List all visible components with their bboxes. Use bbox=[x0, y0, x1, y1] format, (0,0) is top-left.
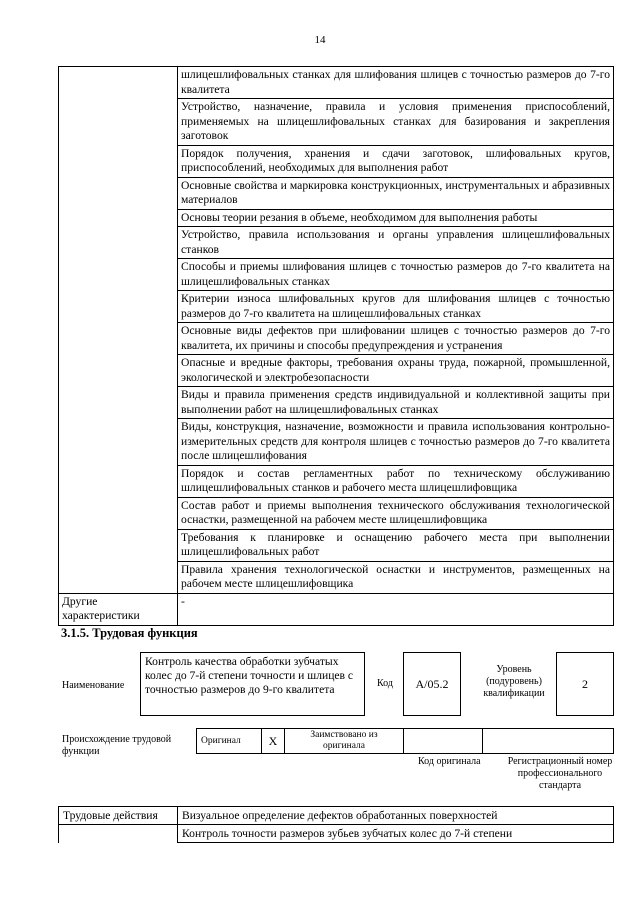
requirement-row bbox=[59, 67, 614, 99]
requirement-text: шлицешлифовальных станках для шлифования шлицев с точностью размеров до 7-го квалитета bbox=[178, 67, 614, 99]
code-original-label: Код оригинала bbox=[418, 756, 481, 767]
requirement-text: Устройство, назначение, правила и условия применения приспособлений, применяемых на шлицешлифовальных станках для базирования и закрепления заготовок bbox=[178, 99, 614, 146]
requirement-text: Порядок получения, хранения и сдачи заготовок, шлифовальных кругов, приспособлений, необходимых для выполнения работ bbox=[178, 145, 614, 177]
actions-table bbox=[58, 806, 614, 843]
code-label: Код bbox=[377, 678, 393, 689]
function-name-box: Контроль качества обработки зубчатых колес до 7-й степени точности и шлицев с точностью размеров до 9-го квалитета bbox=[140, 652, 365, 716]
original-mark: X bbox=[262, 729, 285, 754]
requirement-text: Требования к планировке и оснащению рабочего места при выполнении шлицешлифовальных работ bbox=[178, 529, 614, 561]
requirement-text: Правила хранения технологической оснастки и инструментов, размещенных на рабочем месте шлицешлифовщика bbox=[178, 561, 614, 593]
actions-label: Трудовые действия bbox=[59, 807, 178, 825]
original-cell: Оригинал bbox=[197, 729, 262, 754]
function-code-box: A/05.2 bbox=[403, 652, 461, 716]
qualification-level-box: 2 bbox=[556, 652, 614, 716]
reg-number-label: Регистрационный номер профессионального стандарта bbox=[507, 756, 613, 791]
reg-number-cell bbox=[483, 729, 614, 754]
requirement-text: Способы и приемы шлифования шлицев с точностью размеров до 7-го квалитета на шлицешлифовальных станках bbox=[178, 259, 614, 291]
requirement-text: Основные свойства и маркировка конструкционных, инструментальных и абразивных материалов bbox=[178, 177, 614, 209]
origin-label: Происхождение трудовой функции bbox=[62, 734, 172, 757]
page-number: 14 bbox=[314, 34, 326, 46]
requirement-text: Виды, конструкция, назначение, возможности и правила использования контрольно-измерительных средств для контроля шлицев с точностью размеров до 7-го квалитета после шлицешлифования bbox=[178, 419, 614, 466]
level-label: Уровень (подуровень) квалификации bbox=[483, 664, 545, 699]
requirement-text: Опасные и вредные факторы, требования охраны труда, пожарной, промышленной, экологической и электробезопасности bbox=[178, 355, 614, 387]
actions-label-cont bbox=[59, 825, 178, 843]
requirement-text: Устройство, правила использования и органы управления шлицешлифовальных станков bbox=[178, 227, 614, 259]
other-characteristics-row bbox=[59, 593, 614, 625]
requirement-text: Виды и правила применения средств индивидуальной и коллективной защиты при выполнении работ на шлицешлифовальных станках bbox=[178, 387, 614, 419]
requirement-text: Основы теории резания в объеме, необходимом для выполнения работы bbox=[178, 209, 614, 227]
requirement-text: Порядок и состав регламентных работ по техническому обслуживанию шлицешлифовальных станков и рабочего места шлицешлифовщика bbox=[178, 465, 614, 497]
requirements-table bbox=[58, 66, 614, 626]
other-characteristics-label: Другие характеристики bbox=[59, 593, 178, 625]
requirement-text: Критерии износа шлифовальных кругов для шлифования шлицев с точностью размеров до 7-го квалитета на шлицешлифовальных станках bbox=[178, 291, 614, 323]
code-original-cell bbox=[404, 729, 483, 754]
action-item: Визуальное определение дефектов обработанных поверхностей bbox=[178, 807, 614, 825]
section-title: 3.1.5. Трудовая функция bbox=[61, 626, 198, 640]
requirement-text: Основные виды дефектов при шлифовании шлицев с точностью размеров до 7-го квалитета, их причины и способы предупреждения и устранения bbox=[178, 323, 614, 355]
other-characteristics-value: - bbox=[178, 593, 614, 625]
requirement-text: Состав работ и приемы выполнения технического обслуживания технологической оснастки, размещенной на рабочем месте шлицешлифовщика bbox=[178, 497, 614, 529]
action-item: Контроль точности размеров зубьев зубчатых колес до 7-й степени bbox=[178, 825, 614, 843]
requirements-label-cell bbox=[59, 67, 178, 594]
origin-table bbox=[196, 728, 614, 754]
name-label: Наименование bbox=[62, 680, 125, 691]
borrowed-cell: Заимствовано из оригинала bbox=[285, 729, 404, 754]
